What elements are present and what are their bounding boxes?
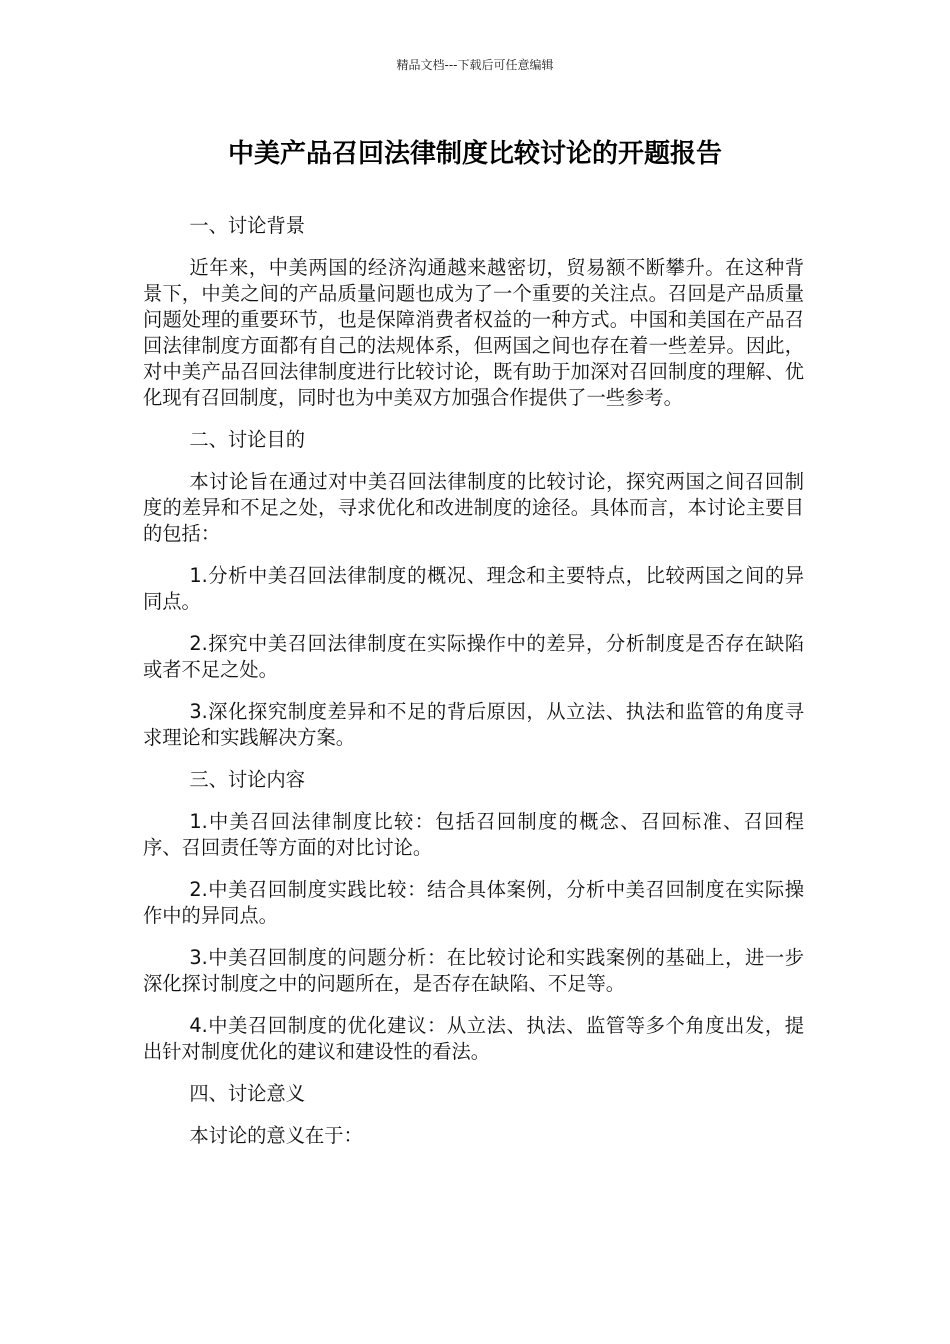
content-item-2: 2.中美召回制度实践比较：结合具体案例，分析中美召回制度在实际操作中的异同点。 <box>143 878 804 927</box>
significance-intro-paragraph: 本讨论的意义在于： <box>189 1124 363 1147</box>
purpose-item-2: 2.探究中美召回法律制度在实际操作中的差异，分析制度是否存在缺陷或者不足之处。 <box>143 632 804 681</box>
purpose-item-3: 3.深化探究制度差异和不足的背后原因，从立法、执法和监管的角度寻求理论和实践解决方案。 <box>143 700 804 749</box>
section-heading-content: 三、讨论内容 <box>189 768 305 791</box>
section-heading-significance: 四、讨论意义 <box>189 1082 305 1105</box>
content-item-1: 1.中美召回法律制度比较：包括召回制度的概念、召回标准、召回程序、召回责任等方面的对比讨论。 <box>143 810 804 859</box>
content-item-4: 4.中美召回制度的优化建议：从立法、执法、监管等多个角度出发，提出针对制度优化的建议和建设性的看法。 <box>143 1014 804 1063</box>
purpose-item-1: 1.分析中美召回法律制度的概况、理念和主要特点，比较两国之间的异同点。 <box>143 564 804 613</box>
section-heading-background: 一、讨论背景 <box>189 214 305 237</box>
content-item-3: 3.中美召回制度的问题分析：在比较讨论和实践案例的基础上，进一步深化探讨制度之中的问题所在，是否存在缺陷、不足等。 <box>143 946 804 995</box>
section-heading-purpose: 二、讨论目的 <box>189 428 305 451</box>
document-title: 中美产品召回法律制度比较讨论的开题报告 <box>227 139 722 169</box>
document-body <box>143 213 804 1149</box>
page-header: 精品文档---下载后可任意编辑 <box>396 58 554 72</box>
background-paragraph: 近年来，中美两国的经济沟通越来越密切，贸易额不断攀升。在这种背景下，中美之间的产品质量问题也成为了一个重要的关注点。召回是产品质量问题处理的重要环节，也是保障消费者权益的一种方式。中国和美国在产品召回法律制度方面都有自己的法规体系，但两国之间也存在着一些差异。因此，对中美产品召回法律制度进行比较讨论，既有助于加深对召回制度的理解、优化现有召回制度，同时也为中美双方加强合作提供了一些参考。 <box>143 256 804 409</box>
purpose-intro-paragraph: 本讨论旨在通过对中美召回法律制度的比较讨论，探究两国之间召回制度的差异和不足之处，寻求优化和改进制度的途径。具体而言，本讨论主要目的包括： <box>143 470 804 545</box>
